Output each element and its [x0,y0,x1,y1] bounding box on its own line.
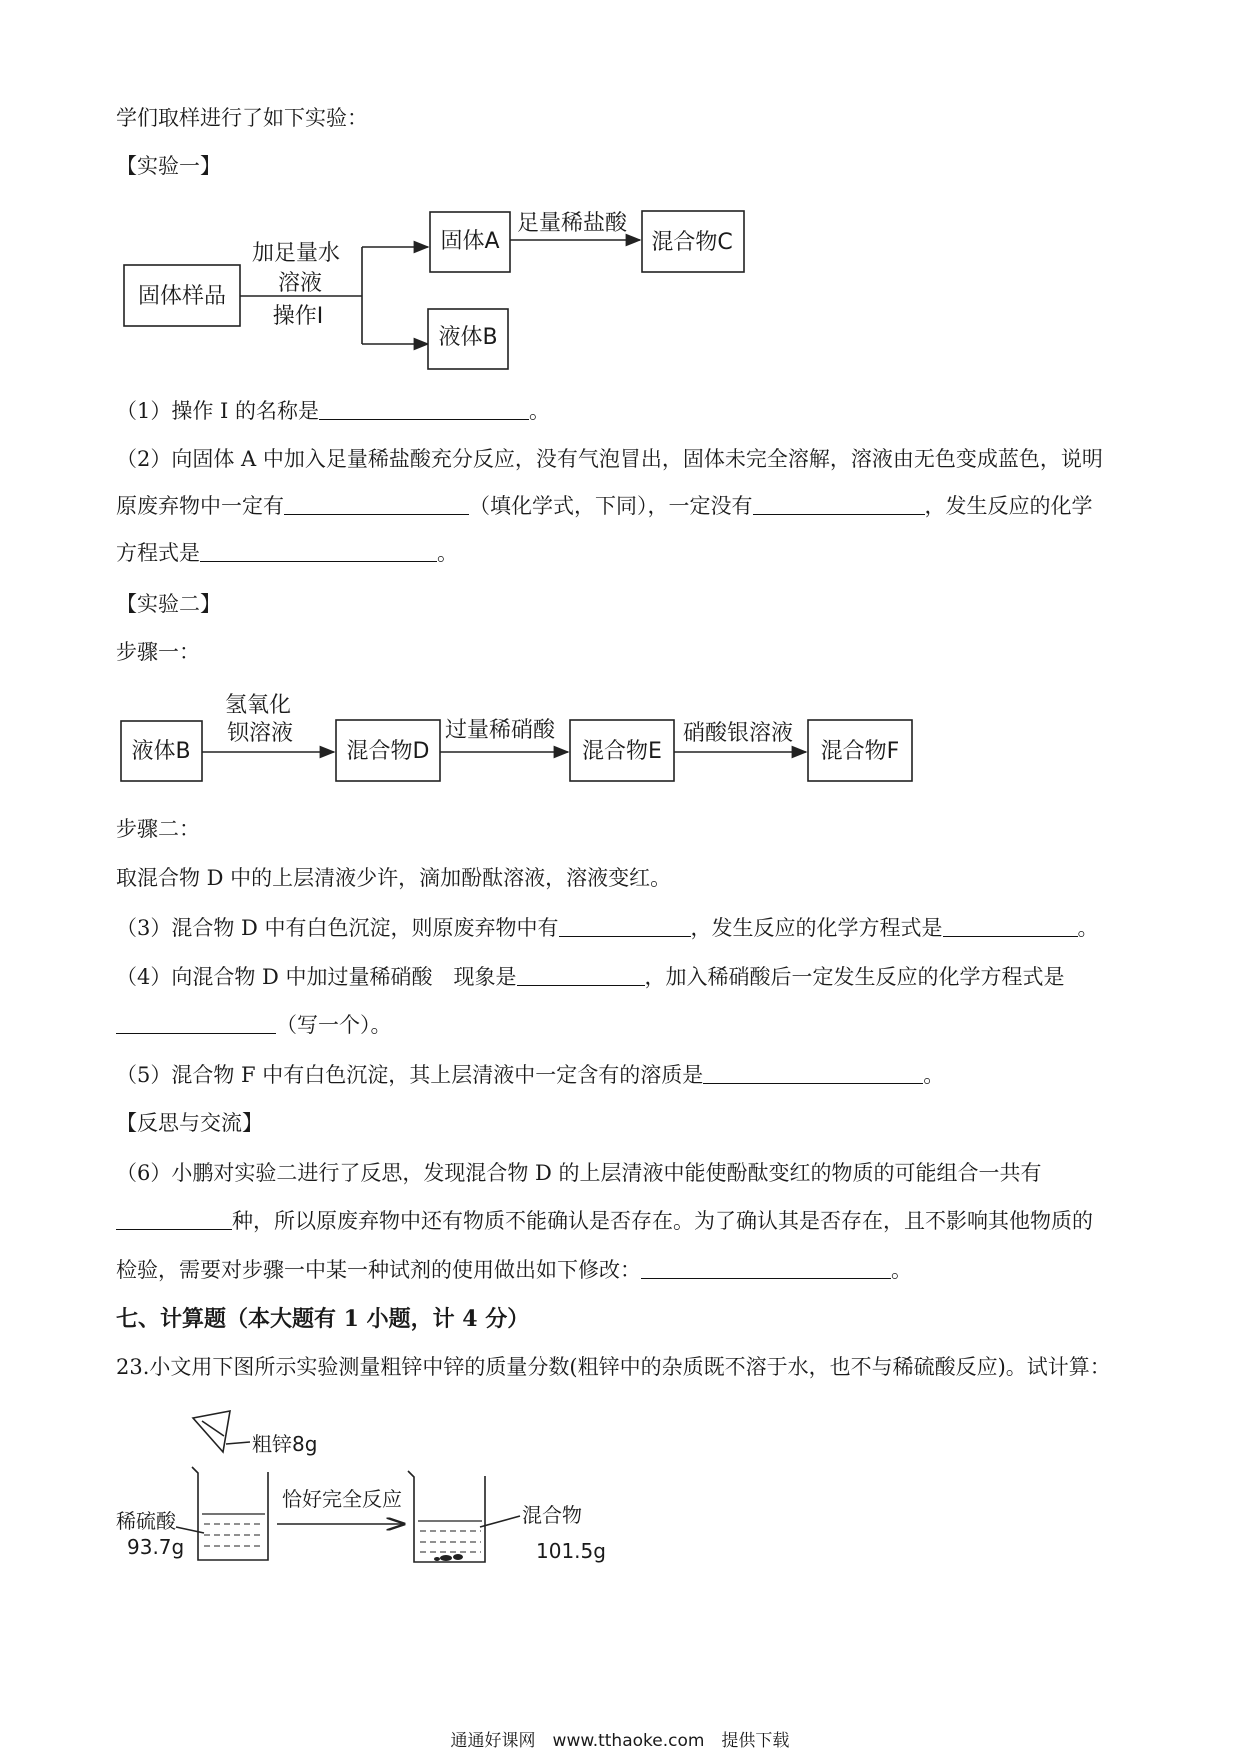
acid-label: 稀硫酸 [116,1509,176,1533]
question-3: （3）混合物 D 中有白色沉淀，则原废弃物中有 ，发生反应的化学方程式是 。 [116,916,1099,940]
exp2-mixture-d-label: 混合物D [346,739,430,764]
question-2-line-2: 原废弃物中一定有 （填化学式，下同），一定没有 ，发生反应的化学 [116,494,1093,518]
exp2-reagent1-line1: 氢氧化 [224,693,292,718]
exp2-liquid-b-label: 液体B [131,739,191,764]
crude-zinc-label: 粗锌8g [252,1432,318,1456]
question-4-line-1: （4）向混合物 D 中加过量稀硝酸 现象是 ，加入稀硝酸后一定发生反应的化学方程式是 [116,965,1065,989]
question-23: 23.小文用下图所示实验测量粗锌中锌的质量分数(粗锌中的杂质既不溶于水，也不与稀硫酸反应)。试计算： [116,1355,1111,1379]
mixture-label: 混合物 [522,1503,582,1527]
exp2-mixture-e-label: 混合物E [582,739,662,764]
mixture-leader-line [480,1516,520,1527]
question-4-line-2: （写一个）。 [116,1011,1140,1039]
exp1-reagent-label: 足量稀盐酸 [516,211,628,236]
left-beaker-icon [192,1467,268,1560]
question-2-line-3: 方程式是 。 [116,541,458,565]
exp2-reagent2-label: 过量稀硝酸 [444,718,556,743]
page-footer: 通通好课网 www.tthaoke.com 提供下载 [450,1731,790,1751]
exp2-reagent3-label: 硝酸银溶液 [682,721,794,746]
intro-text: 学们取样进行了如下实验： [116,106,368,130]
question-6-line-1: （6）小鹏对实验二进行了反思，发现混合物 D 的上层清液中能使酚酞变红的物质的可能组合一共有 [116,1161,1042,1185]
crude-zinc-leader-line [226,1442,250,1444]
exp1-solid-a-label: 固体A [440,229,500,254]
exp2-heading: 【实验二】 [116,592,221,616]
question-1: （1）操作 I 的名称是 。 [116,399,551,423]
question-6-line-3: 检验，需要对步骤一中某一种试剂的使用做出如下修改： 。 [116,1258,912,1282]
acid-leader-line [176,1527,204,1533]
exp1-heading: 【实验一】 [116,154,221,178]
acid-mass-label: 93.7g [127,1535,185,1559]
right-beaker-icon [408,1471,485,1562]
question-2-line-1: （2）向固体 A 中加入足量稀盐酸充分反应，没有气泡冒出，固体未完全溶解，溶液由无色变成蓝色，说明 [116,447,1103,471]
exp1-step-label-1: 加足量水 [251,241,341,266]
crude-zinc-paper-icon [193,1411,230,1452]
question-5: （5）混合物 F 中有白色沉淀，其上层清液中一定含有的溶质是 。 [116,1063,945,1087]
question-6-line-2: 种，所以原废弃物中还有物质不能确认是否存在。为了确认其是否存在，且不影响其他物质的 [116,1207,1140,1235]
exp2-step2-label: 步骤二： [116,817,200,841]
exp2-mixture-f-label: 混合物F [820,739,900,764]
exp1-sample-label: 固体样品 [137,284,227,309]
reaction-label: 恰好完全反应 [282,1487,402,1511]
exp2-step2-text: 取混合物 D 中的上层清液少许，滴加酚酞溶液，溶液变红。 [116,866,672,890]
exp1-mixture-c-label: 混合物C [651,230,733,255]
exp1-liquid-b-label: 液体B [438,325,498,350]
exp2-reagent1-line2: 钡溶液 [226,721,294,746]
mixture-mass-label: 101.5g [536,1539,606,1563]
section-7-heading: 七、计算题（本大题有 1 小题，计 4 分） [116,1306,530,1332]
reflection-heading: 【反思与交流】 [116,1111,263,1135]
exp1-step-label-2: 溶液 [277,271,323,296]
exp2-step1-label: 步骤一： [116,640,200,664]
exp1-step-label-3: 操作I [272,304,324,329]
